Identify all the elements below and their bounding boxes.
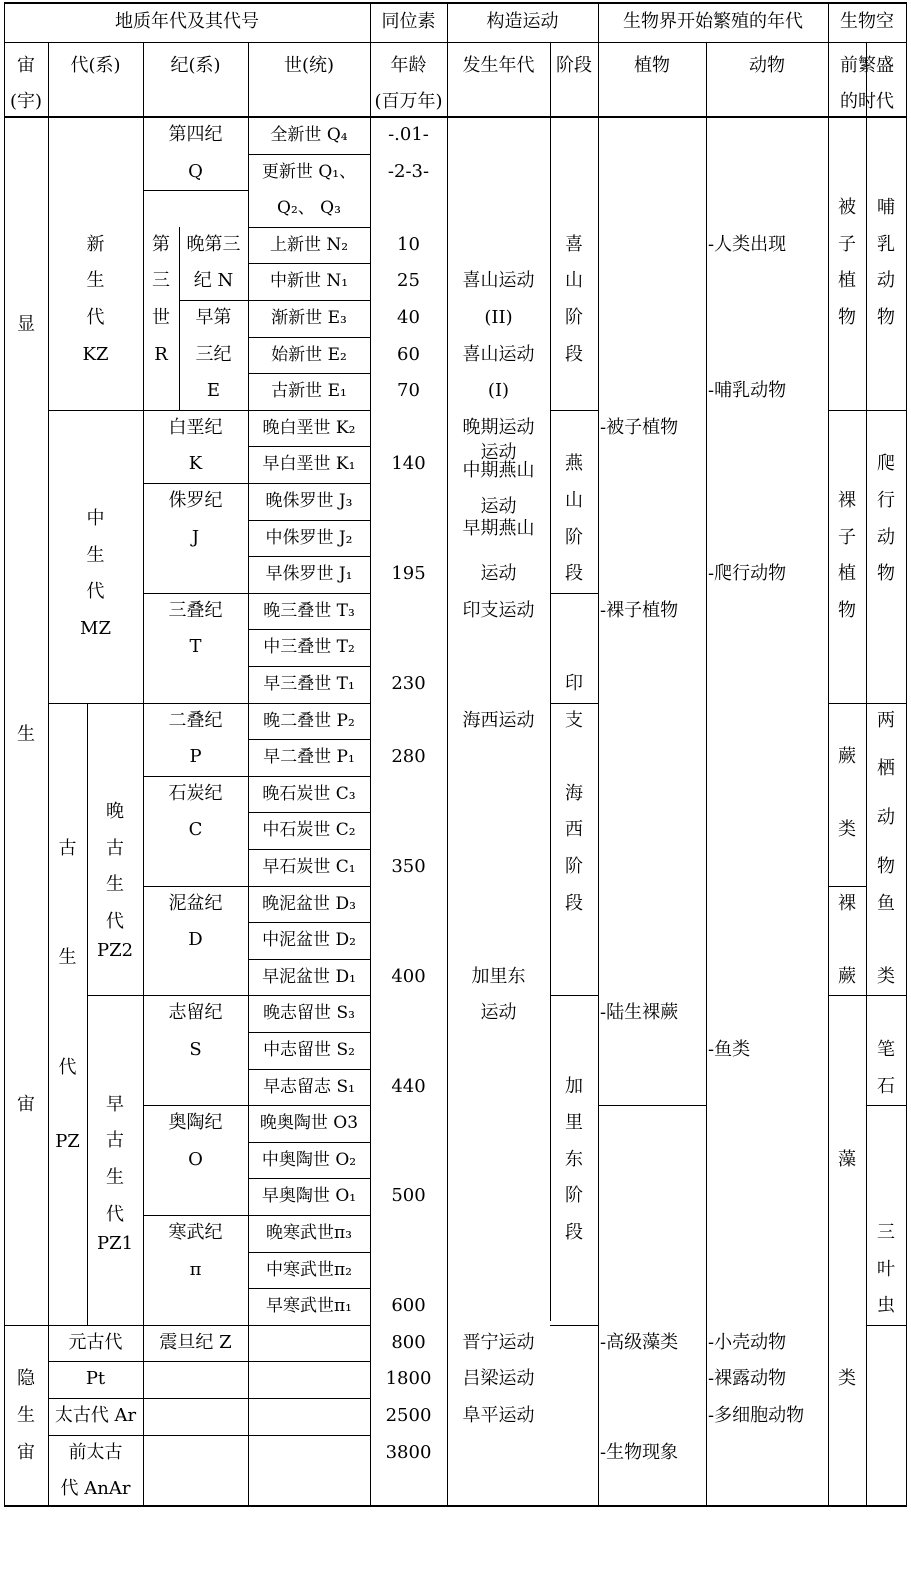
header-dominance-3: 的时代 xyxy=(840,91,894,112)
header-age: 年龄 xyxy=(390,55,427,76)
header-period: 纪(系) xyxy=(170,55,221,76)
tectonic-himalaya-2b: (II) xyxy=(484,307,513,328)
header-age-unit: (百万年) xyxy=(374,91,443,112)
period-devonian: 泥盆纪 xyxy=(168,892,223,914)
period-sinian: 震旦纪 Z xyxy=(159,1331,232,1353)
period-quaternary-code: Q xyxy=(188,160,203,182)
period-quaternary: 第四纪 xyxy=(168,124,223,145)
rule-line xyxy=(866,410,907,411)
period-jurassic: 侏罗纪 xyxy=(168,490,223,511)
animal-human: -人类出现 xyxy=(708,233,787,255)
epoch-cell: 中新世 N₁ xyxy=(269,271,349,292)
epoch-cell: 早泥盆世 D₁ xyxy=(262,966,356,987)
era-late-paleozoic-code: PZ2 xyxy=(96,940,134,962)
age-value: 1800 xyxy=(385,1368,432,1390)
epoch-cell: 晚二叠世 P₂ xyxy=(263,710,355,731)
dominant-algae: 藻 类 xyxy=(838,1148,856,1390)
header-dominance: 生物空 xyxy=(840,11,894,32)
epoch-cell: 始新世 E₂ xyxy=(271,344,347,365)
eon-phanerozoic-char: 宙 xyxy=(17,1093,35,1115)
rule-line xyxy=(598,1105,707,1106)
epoch-cell: 中侏罗世 J₂ xyxy=(265,527,353,548)
era-early-paleozoic-code: PZ1 xyxy=(96,1232,134,1254)
epoch-cell: 早奥陶世 O₁ xyxy=(261,1186,357,1207)
period-devonian-code: D xyxy=(188,929,203,951)
dominant-gymnosperm: 裸 子 植 物 xyxy=(838,490,856,621)
era-cenozoic: 新 生 代 xyxy=(86,233,105,328)
header-tectonics: 构造运动 xyxy=(486,11,559,32)
period-jurassic-code: J xyxy=(191,526,200,548)
age-value: 280 xyxy=(391,746,426,768)
tectonic-fuping: 阜平运动 xyxy=(462,1405,535,1426)
plant-algae: -高级藻类 xyxy=(600,1331,679,1353)
rule-line xyxy=(48,410,144,411)
epoch-cell: 中奥陶世 O₂ xyxy=(261,1149,357,1170)
era-late-paleozoic: 晚 古 生 代 xyxy=(106,801,124,932)
epoch-cell: 早白垩世 K₁ xyxy=(262,454,356,475)
age-value: 350 xyxy=(391,856,426,877)
age-value: 60 xyxy=(397,343,420,365)
tectonic-early-yanshan: 早期燕山 xyxy=(462,517,535,539)
stage-indo: 印 支 xyxy=(565,673,583,731)
epoch-cell: 更新世 Q₁、 xyxy=(261,161,357,182)
dominant-angiosperm: 被 子 植 物 xyxy=(838,197,856,328)
rule-line xyxy=(866,1105,907,1106)
header-dominance-2: 前繁盛 xyxy=(840,55,894,76)
period-triassic: 三叠纪 xyxy=(168,599,223,621)
animal-metazoa: -多细胞动物 xyxy=(708,1405,805,1426)
period-neogene-code: 纪 N xyxy=(193,270,234,292)
period-tertiary: 第 三 世 R xyxy=(152,233,170,365)
header-eon: 宙 xyxy=(17,55,35,76)
rule-line xyxy=(906,2,907,1506)
plant-angiosperm: -被子植物 xyxy=(600,416,679,438)
epoch-cell: 早志留志 S₁ xyxy=(263,1076,355,1097)
animal-ediacara: -裸露动物 xyxy=(708,1368,787,1390)
age-value: 800 xyxy=(391,1331,426,1353)
rule-line xyxy=(143,190,180,191)
header-geologic-time: 地质年代及其代号 xyxy=(115,11,259,32)
epoch-cell: 早侏罗世 J₁ xyxy=(265,564,353,585)
epoch-cell: 中三叠世 T₂ xyxy=(263,637,355,658)
epoch-cell: 早寒武世π₁ xyxy=(266,1296,352,1317)
rule-line xyxy=(550,1325,599,1326)
age-value: 25 xyxy=(397,270,420,292)
eon-phanerozoic-char: 生 xyxy=(17,724,35,746)
age-value: -2-3- xyxy=(387,160,430,182)
period-silurian-code: S xyxy=(189,1039,202,1060)
period-triassic-code: T xyxy=(189,636,202,658)
epoch-cell: 中寒武世π₂ xyxy=(266,1259,352,1280)
era-mesozoic: 中 生 代 xyxy=(86,508,105,603)
animal-reptile: -爬行动物 xyxy=(708,563,787,585)
header-isotope: 同位素 xyxy=(381,11,436,32)
header-epoch: 世(统) xyxy=(283,55,335,76)
rule-line xyxy=(550,995,599,996)
epoch-cell: 中石炭世 C₂ xyxy=(262,820,356,841)
age-value: 10 xyxy=(397,233,420,255)
era-cenozoic-code: KZ xyxy=(82,343,109,365)
epoch-cell: 早三叠世 T₁ xyxy=(263,674,355,694)
age-value: 70 xyxy=(397,380,420,402)
stage-himalaya: 喜 山 阶 段 xyxy=(565,233,583,365)
age-value: 140 xyxy=(391,453,426,475)
rule-line xyxy=(87,995,144,996)
dominant-mammal: 哺 乳 动 物 xyxy=(877,197,895,328)
age-value: 3800 xyxy=(385,1441,432,1463)
header-stage: 阶段 xyxy=(556,55,592,76)
stage-yanshan: 燕 山 阶 段 xyxy=(565,453,583,585)
epoch-cell: 晚志留世 S₃ xyxy=(263,1003,355,1024)
tectonic-jinning: 晋宁运动 xyxy=(462,1331,535,1353)
epoch-cell: 全新世 Q₄ xyxy=(270,125,348,145)
epoch-cell: 晚泥盆世 D₃ xyxy=(262,893,356,914)
period-permian: 二叠纪 xyxy=(168,709,223,731)
epoch-cell: 早二叠世 P₁ xyxy=(263,747,355,768)
tectonic-himalaya-1: 喜山运动 xyxy=(462,343,535,365)
age-value: 40 xyxy=(397,307,420,328)
tectonic-late-yanshan-2: 运动 xyxy=(480,442,517,464)
epoch-cell: 晚白垩世 K₂ xyxy=(262,417,356,438)
period-paleogene: 早第 xyxy=(195,307,232,328)
dominant-amphibian: 两 栖 动 物 xyxy=(877,709,895,877)
period-permian-code: P xyxy=(189,746,202,768)
period-ordovician: 奥陶纪 xyxy=(168,1112,223,1134)
header-animals: 动物 xyxy=(749,55,785,76)
animal-fish: -鱼类 xyxy=(708,1039,751,1060)
dominant-fern: 蕨 类 xyxy=(838,746,856,841)
age-value: 2500 xyxy=(385,1405,432,1426)
period-ordovician-code: O xyxy=(188,1148,203,1170)
period-cambrian: 寒武纪 xyxy=(168,1222,223,1243)
tectonic-indosinian: 印支运动 xyxy=(462,599,535,621)
eon-cryptozoic: 隐 生 宙 xyxy=(17,1368,35,1463)
epoch-cell: 上新世 N₂ xyxy=(269,234,349,255)
age-value: 230 xyxy=(391,673,426,694)
epoch-cell: 古新世 E₁ xyxy=(271,381,347,402)
tectonic-mid-yanshan: 中期燕山 xyxy=(462,460,535,482)
period-neogene: 晚第三 xyxy=(186,233,241,255)
epoch-cell: 早石炭世 C₁ xyxy=(262,857,356,877)
tectonic-mid-yanshan-2: 运动 xyxy=(480,496,517,517)
age-value: 195 xyxy=(391,563,426,585)
era-archean: 太古代 Ar xyxy=(54,1405,137,1426)
plant-gymnosperm: -裸子植物 xyxy=(600,599,679,621)
era-early-paleozoic: 早 古 生 代 xyxy=(106,1093,124,1225)
period-paleogene-2: 三纪 xyxy=(195,343,232,365)
epoch-cell: 渐新世 E₃ xyxy=(271,308,347,328)
dominant-trilobite: 三 叶 虫 xyxy=(877,1222,895,1317)
period-paleogene-code: E xyxy=(206,380,221,402)
era-prearchean: 前太古 xyxy=(68,1441,123,1463)
tectonic-himalaya-2: 喜山运动 xyxy=(462,270,535,292)
period-carboniferous-code: C xyxy=(188,819,203,841)
dominant-psilophyte: 裸 蕨 xyxy=(838,892,856,987)
age-value: 440 xyxy=(391,1075,426,1097)
dominant-fish: 鱼 类 xyxy=(877,892,895,987)
rule-line xyxy=(828,703,867,704)
plant-life: -生物现象 xyxy=(600,1441,679,1463)
age-value: 600 xyxy=(391,1295,426,1317)
rule-line xyxy=(550,410,599,411)
tectonic-caledonian: 加里东 xyxy=(471,965,526,987)
stage-caledonian: 加 里 东 阶 段 xyxy=(565,1075,583,1243)
rule-line xyxy=(598,2,599,1506)
header-occurrence: 发生年代 xyxy=(462,55,535,76)
era-mesozoic-code: MZ xyxy=(80,618,111,640)
era-paleozoic-code: PZ xyxy=(55,1130,80,1152)
epoch-cell: 中泥盆世 D₂ xyxy=(262,930,356,951)
era-paleozoic: 古 生 代 xyxy=(58,837,77,1079)
epoch-cell: 晚三叠世 T₃ xyxy=(263,600,355,621)
rule-line xyxy=(4,42,907,43)
era-prearchean-code: 代 AnAr xyxy=(60,1478,131,1500)
period-cretaceous-code: K xyxy=(188,453,203,475)
header-biota: 生物界开始繁殖的年代 xyxy=(623,11,803,32)
header-era: 代(系) xyxy=(70,55,121,76)
rule-line xyxy=(4,116,907,118)
rule-line xyxy=(550,593,599,594)
epoch-cell: 中志留世 S₂ xyxy=(263,1040,355,1060)
animal-shelly: -小壳动物 xyxy=(708,1331,787,1353)
epoch-cell: 晚寒武世π₃ xyxy=(266,1223,352,1243)
rule-line xyxy=(4,1325,49,1326)
rule-line xyxy=(447,2,448,1506)
tectonic-hercynian: 海西运动 xyxy=(462,709,535,731)
header-eon-alt: (宇) xyxy=(9,91,43,112)
period-silurian: 志留纪 xyxy=(168,1002,223,1024)
rule-line xyxy=(87,703,144,704)
rule-line xyxy=(866,1325,907,1326)
animal-mammal: -哺乳动物 xyxy=(708,380,787,402)
rule-line xyxy=(828,410,867,411)
epoch-cell: 晚奥陶世 O3 xyxy=(259,1113,359,1134)
epoch-cell: 晚石炭世 C₃ xyxy=(262,783,356,804)
header-plants: 植物 xyxy=(634,55,670,76)
dominant-graptolite: 笔 石 xyxy=(877,1039,895,1097)
tectonic-himalaya-1b: (I) xyxy=(487,380,510,402)
plant-psilophyte: -陆生裸蕨 xyxy=(600,1002,679,1024)
dominant-reptile: 爬 行 动 物 xyxy=(877,453,895,585)
era-proterozoic: 元古代 xyxy=(68,1331,123,1353)
period-carboniferous: 石炭纪 xyxy=(168,782,223,804)
tectonic-luliang: 吕梁运动 xyxy=(462,1368,535,1390)
era-proterozoic-code: Pt xyxy=(85,1368,106,1390)
period-cambrian-code: π xyxy=(189,1258,202,1280)
epoch-cell: Q₂、 Q₃ xyxy=(277,198,341,219)
period-cretaceous: 白垩纪 xyxy=(168,416,223,438)
epoch-cell: 晚侏罗世 J₃ xyxy=(265,491,353,511)
eon-phanerozoic-char: 显 xyxy=(17,314,35,336)
age-value: 400 xyxy=(391,965,426,987)
age-value: 500 xyxy=(391,1185,426,1207)
age-value: -.01- xyxy=(388,124,429,145)
tectonic-early-yanshan-2: 运动 xyxy=(480,563,517,585)
rule-line xyxy=(4,2,5,1506)
stage-hercynian: 海 西 阶 段 xyxy=(565,782,583,914)
tectonic-caledonian-2: 运动 xyxy=(480,1002,517,1024)
tectonic-late-yanshan: 晚期运动 xyxy=(462,416,535,438)
